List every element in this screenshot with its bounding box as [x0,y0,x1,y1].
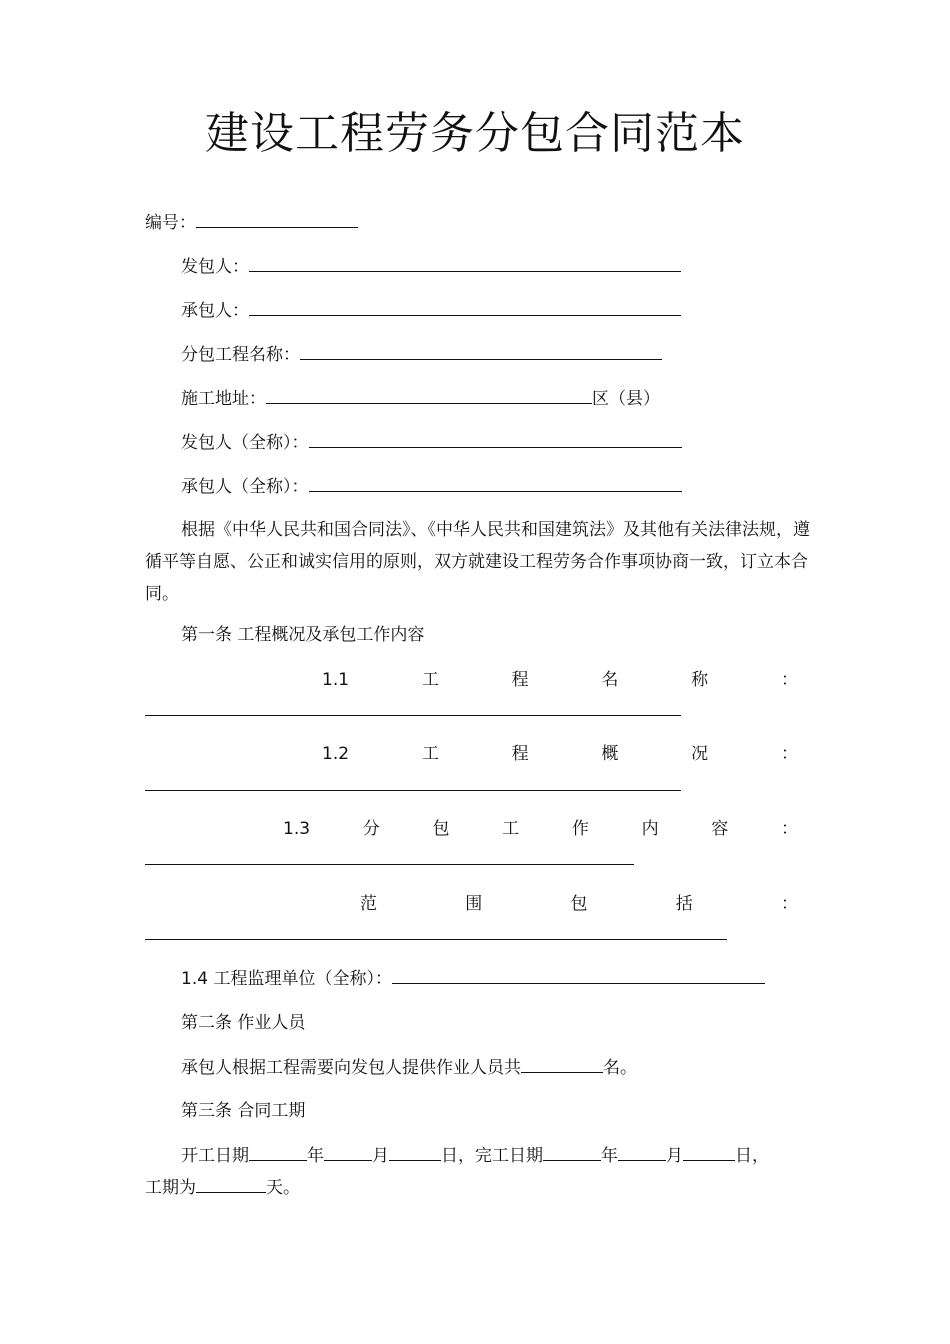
contractor-full-blank [309,474,682,492]
item-number: 1.4 [181,969,209,989]
contractor-label: 承包人： [181,301,249,321]
item-1-1-row [322,668,798,692]
label-char: 围 [465,894,483,914]
site-label: 施工地址： [181,389,266,409]
label-colon: ： [781,894,798,914]
label-char: 程 [511,744,529,764]
number-blank [196,210,358,228]
employer-full-field [181,430,682,455]
item-1-4-row [181,966,765,991]
project-name-label: 分包工程名称： [181,345,300,365]
item-1-3-row [283,817,798,841]
item-number: 1.2 [322,744,350,764]
article1-heading: 第一条 工程概况及承包工作内容 [181,625,425,645]
year-unit: 年 [307,1146,324,1166]
item-1-2-blank [145,790,681,791]
workers-text: 承包人根据工程需要向发包人提供作业人员共 [181,1058,521,1078]
duration-label: 工期为 [145,1178,196,1198]
label-colon: ： [780,670,798,690]
contractor-full-field [181,474,682,499]
supervisor-blank [392,966,765,984]
scope-blank [145,939,727,940]
label-char: 工 [421,744,439,764]
end-day-blank [683,1143,735,1161]
employer-label: 发包人： [181,257,249,277]
start-year-blank [249,1143,307,1161]
month-unit: 月 [372,1146,389,1166]
item-1-2-row [322,742,798,766]
employer-full-label: 发包人（全称）： [181,433,309,453]
label-char: 括 [675,894,693,914]
day-unit: 日， [441,1146,475,1166]
label-char: 程 [511,670,529,690]
schedule-line [181,1143,769,1168]
item-number: 1.1 [322,670,350,690]
project-name-blank [300,342,662,360]
label-char: 包 [570,894,588,914]
label-char: 内 [641,819,659,839]
label-char: 名 [601,670,619,690]
duration-line [145,1175,300,1200]
site-address-field [181,386,660,411]
contractor-blank [249,298,681,316]
item-1-1-blank [145,715,681,716]
preamble-paragraph: 根据《中华人民共和国合同法》、《中华人民共和国建筑法》及其他有关法律法规，遵循平等自愿、公正和诚实信用的原则，双方就建设工程劳务合作事项协商一致，订立本合同。 [145,520,810,604]
label-char: 况 [691,744,709,764]
label-colon: ： [780,819,798,839]
label-char: 工 [421,670,439,690]
year-unit: 年 [601,1146,618,1166]
end-date-label: 完工日期 [475,1146,543,1166]
site-suffix: 区（县） [592,389,660,409]
item-number: 1.3 [283,819,311,839]
number-field [145,210,358,235]
label-char: 分 [362,819,380,839]
start-month-blank [324,1143,372,1161]
end-year-blank [543,1143,601,1161]
label-char: 容 [711,819,729,839]
label-colon: ： [780,744,798,764]
month-unit: 月 [666,1146,683,1166]
label-char: 工 [502,819,520,839]
label-char: 范 [360,894,377,914]
employer-full-blank [309,430,682,448]
supervisor-label: 工程监理单位（全称）： [213,969,392,989]
project-name-field [181,342,662,367]
document-title: 建设工程劳务分包合同范本 [205,108,745,159]
label-char: 称 [691,670,709,690]
employer-blank [249,254,681,272]
contractor-field [181,298,681,323]
article2-text [181,1055,637,1080]
start-day-blank [389,1143,441,1161]
label-char: 概 [601,744,619,764]
number-label: 编号： [145,213,196,233]
label-char: 包 [432,819,450,839]
employer-field [181,254,681,279]
label-char: 作 [571,819,589,839]
duration-blank [196,1175,266,1193]
workers-unit: 名。 [603,1058,637,1078]
workers-count-blank [521,1055,603,1073]
duration-unit: 天。 [266,1178,300,1198]
contractor-full-label: 承包人（全称）： [181,477,309,497]
article2-heading: 第二条 作业人员 [181,1013,306,1033]
scope-row [360,892,798,916]
site-blank [266,386,592,404]
start-date-label: 开工日期 [181,1146,249,1166]
end-month-blank [618,1143,666,1161]
article3-heading: 第三条 合同工期 [181,1101,306,1121]
day-unit: 日， [735,1146,769,1166]
item-1-3-blank [145,864,634,865]
